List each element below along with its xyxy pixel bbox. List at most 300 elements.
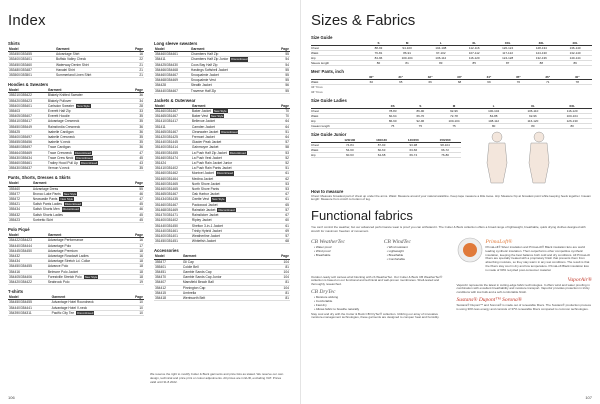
cell-page: 16: [129, 238, 144, 243]
cell-page: 53: [275, 150, 290, 155]
cell-model: 355472: [8, 197, 32, 202]
cell-model: 351440/351445: [154, 140, 191, 145]
size-header: XS: [379, 104, 407, 109]
cell-garment: Chambers Half Zip: [190, 52, 276, 57]
size-cell: 86-90: [379, 118, 407, 123]
table-row: [8, 217, 144, 222]
status-badge: New Style: [84, 274, 98, 279]
table-row: [8, 310, 144, 315]
index-table: [8, 88, 144, 171]
cell-page: 54: [276, 62, 290, 67]
size-cell: 72-78: [434, 113, 474, 118]
fabrics-intro: You can't control the weather, but our advanced performance wear is proof you can withstand it. The Cutter & Buck collection offers a broad range of lightweight, breathable, quick drying clothes designed with stretch for maximum freedom of movement.: [311, 225, 586, 234]
cell-page: 18: [129, 259, 144, 264]
cell-page: 22: [125, 57, 144, 62]
how-to-measure-title: How to measure: [311, 188, 344, 194]
cell-page: 81: [269, 264, 290, 269]
cell-model: 351460/351465: [154, 181, 191, 186]
cell-model: 354415: [154, 290, 182, 295]
col-page: Page: [275, 104, 290, 109]
index-section-title: Polo Piqué: [8, 227, 30, 233]
cell-page: 55: [276, 67, 290, 72]
size-header: 35": [504, 75, 533, 80]
cell-garment: Blakely Pullover: [47, 98, 129, 103]
drytec-features: [311, 296, 450, 312]
cell-garment: Pinnington Cap: [182, 285, 269, 290]
size-header: 3XL: [524, 41, 558, 46]
cell-model: 351465/351467: [154, 114, 191, 119]
index-columns: [8, 37, 290, 316]
size-cell: 117-122: [491, 51, 525, 56]
size-cell: 86-90: [407, 108, 435, 113]
cell-model: 354468/354469: [154, 78, 190, 83]
sustans-text: Sustans® Dupont™ and Sorona® is made out of renewable fibers. The Sustans® production process is using 30% less energy and consists of 37% renewable fibers compared to common technologies.: [456, 302, 591, 311]
cell-model: 354407: [154, 280, 182, 285]
table-row: [154, 295, 290, 300]
cell-page: 70: [275, 114, 290, 119]
size-header: XL: [458, 41, 491, 46]
size-cell: 97-102: [424, 51, 458, 56]
cell-model: 355455/355456: [8, 140, 47, 145]
cell-garment: Advantage Shirt: [55, 52, 125, 57]
cell-page: 17: [129, 243, 144, 248]
cell-page: 36: [129, 145, 144, 150]
size-cell: 54-60: [334, 147, 366, 152]
cell-garment: Trace Cardigan: [47, 145, 129, 150]
cell-garment: Advance Polo: [47, 264, 129, 269]
cell-garment: Snoqualmie Vest: [190, 78, 276, 83]
cell-page: 64: [275, 135, 290, 140]
size-header: M: [434, 104, 474, 109]
size-cell: 74-84: [334, 142, 366, 147]
cell-model: 354450/354455: [8, 264, 47, 269]
status-badge: Discontinued: [229, 150, 246, 155]
drytec-logo: CB DryTec: [311, 288, 336, 295]
cell-page: 10: [127, 305, 144, 310]
cell-garment: Everett Hoodie: [47, 114, 129, 119]
fabric-col-2: [384, 237, 451, 274]
cell-garment: Salish Shorts Ladies: [32, 212, 126, 217]
cell-garment: Advantage Hotel Roundneck: [51, 300, 127, 305]
vaporair-logo: VaporAir®: [567, 276, 592, 283]
cell-page: 28: [129, 103, 144, 108]
cell-model: 354432: [8, 253, 47, 258]
size-cell: 104-108: [424, 46, 458, 51]
cell-garment: Hanalei Shirt: [55, 67, 125, 72]
col-garment: Garment: [32, 181, 126, 186]
status-badge: New Style: [210, 114, 224, 119]
size-cell: 75: [434, 123, 474, 128]
index-section-title: Hoodies & Sweaters: [8, 82, 49, 88]
cell-garment: Hastings Softshell Jacket: [190, 67, 276, 72]
size-cell: 60: [357, 80, 386, 85]
size-header: 150/160: [429, 138, 461, 143]
cell-model: 354470: [154, 275, 182, 280]
cell-page: 81: [269, 290, 290, 295]
cell-garment: Salish Pants Ladies Discontinued: [32, 202, 126, 207]
table-row: [154, 239, 290, 244]
cell-garment: Summerland Linen Shirt: [55, 73, 125, 78]
cell-garment: Ozette Vest New Style: [191, 197, 275, 202]
cell-garment: Isabelle Crewneck: [47, 135, 129, 140]
cell-page: 36: [129, 129, 144, 134]
size-guide-title: Size Guide: [311, 35, 333, 40]
cell-page: 51: [275, 129, 290, 134]
size-cell: 140-144: [558, 56, 592, 61]
cell-model: 354440/354444: [8, 243, 47, 248]
cell-garment: Sorbetto Skirt: [32, 217, 126, 222]
cell-model: 355460/355461: [8, 161, 47, 166]
cell-page: 64: [275, 124, 290, 129]
cell-page: 46: [126, 191, 144, 196]
cell-page: 62: [275, 176, 290, 181]
size-header: L: [474, 104, 514, 109]
cell-page: 64: [275, 119, 290, 124]
size-cell: 86-91: [390, 51, 424, 56]
cell-garment: Camden Jacket: [191, 124, 275, 129]
size-cell: 65: [386, 80, 415, 85]
index-column-left: [8, 37, 144, 316]
cell-model: 351470/351471: [154, 213, 191, 218]
size-cell: 108-112: [474, 118, 514, 123]
col-page: Page: [127, 295, 144, 300]
size-cell: Chest: [311, 142, 334, 147]
size-note: 34" fit us: [311, 85, 323, 89]
status-badge: Discontinued: [62, 207, 79, 212]
cell-model: 353450/353455: [8, 52, 55, 57]
fabric-col-3: [457, 237, 592, 274]
size-cell: 69-74: [397, 152, 429, 157]
status-badge: Discontinued: [221, 129, 238, 134]
size-cell: Chest: [311, 108, 379, 113]
cell-model: 355430/355434: [8, 155, 47, 160]
weathertec-features: [311, 246, 378, 258]
size-cell: 76-80: [429, 152, 461, 157]
cell-garment: Everett Half Zip: [47, 109, 129, 114]
size-header: 32": [415, 75, 444, 80]
primaloft-block: [457, 237, 592, 274]
size-cell: 87: [491, 61, 525, 66]
size-cell: 128-134: [524, 46, 558, 51]
size-cell: 75: [407, 123, 435, 128]
cell-model: 355450/355449: [8, 124, 47, 129]
size-guide: [311, 35, 592, 66]
cell-garment: Chambers Half Zip Junior Discontinued: [190, 57, 276, 62]
size-cell: Hip: [311, 152, 334, 157]
index-table: [8, 233, 144, 285]
windtec-text: Outdoor-ready soft canvas wind blocking with cb WeatherTec. Our Cutter & Buck CB WeatherTec® collection is based on our functional and technical and well-proven membranes. Shell-tested and thoroughly researched.: [311, 274, 443, 287]
size-cell: Hip: [311, 56, 367, 61]
cell-page: 56: [276, 83, 290, 88]
size-cell: 116-120: [552, 108, 592, 113]
size-cell: 120-124: [491, 46, 525, 51]
cell-garment: North Shore Jacket: [191, 181, 275, 186]
size-cell: 78-83: [379, 108, 407, 113]
col-model: Model: [8, 295, 51, 300]
cell-page: 46: [126, 207, 144, 212]
size-header: S: [407, 104, 435, 109]
size-cell: 71: [533, 80, 562, 85]
col-garment: Garment: [182, 254, 269, 259]
cell-garment: La Push Half Zip Jacket Discontinued: [191, 150, 275, 155]
size-cell: 60-64: [379, 113, 407, 118]
col-garment: Garment: [47, 233, 129, 238]
cell-page: 55: [126, 186, 144, 191]
feature-item: • Wind resistant: [387, 246, 451, 250]
cell-page: 35: [129, 119, 144, 124]
size-header: XXL: [491, 41, 525, 46]
feature-item: • Fast dry: [314, 304, 450, 308]
cell-garment: Whitefish Jacket: [191, 239, 275, 244]
cell-model: 354460/354461: [154, 52, 190, 57]
index-table: [8, 181, 144, 223]
cell-page: 58: [275, 145, 290, 150]
col-garment: Garment: [191, 104, 275, 109]
cell-model: 351460/351474: [154, 155, 191, 160]
cell-garment: Advantage Performance: [47, 238, 129, 243]
cell-page: 35: [129, 114, 144, 119]
col-garment: Garment: [55, 47, 125, 52]
cell-model: 354420/354422: [8, 279, 47, 284]
size-cell: 70: [504, 80, 533, 85]
cell-page: 55: [276, 78, 290, 83]
cell-model: 354405/354406: [8, 274, 47, 279]
cell-model: 351440/351461: [154, 228, 191, 233]
status-badge: New Style: [213, 109, 227, 114]
drytec-text: Stay cool and dry with the Cutter & Buck CB DryTec® collection. Utilizing our array of innovative moisture-management technologies, these garments are designed to conquer heat and humidity.: [311, 311, 440, 320]
size-cell: 68: [445, 80, 474, 85]
table-row: [154, 88, 290, 93]
cell-model: 355432: [8, 212, 32, 217]
status-badge: Discontinued: [64, 202, 82, 207]
size-table: [311, 75, 592, 85]
index-table: [154, 104, 290, 244]
size-cell: Waist: [311, 113, 379, 118]
cell-page: 36: [129, 93, 144, 98]
size-cell: 132-136: [524, 56, 558, 61]
size-cell: 106-112: [424, 56, 458, 61]
cell-model: 351460/351464: [154, 176, 191, 181]
cell-page: 16: [125, 52, 144, 57]
size-cell: 92-96: [434, 108, 474, 113]
cell-model: 354412: [154, 285, 182, 290]
size-cell: 94-100: [390, 46, 424, 51]
cell-garment: Advantage Hotel V-neck: [51, 305, 127, 310]
cell-model: 351465/351467: [154, 129, 191, 134]
size-guide-title: Size Guide Ladies: [311, 97, 347, 103]
cell-page: 53: [275, 187, 290, 192]
cell-garment: Advantage Crewneck: [47, 119, 129, 124]
page-number-right: 107: [585, 395, 592, 400]
page-number-left: 106: [8, 395, 15, 400]
table-row: [311, 61, 592, 66]
cell-page: 104: [269, 269, 290, 274]
cell-garment: La Push Rain Pants Jacket: [191, 166, 275, 171]
cell-page: 18: [129, 248, 144, 253]
cell-page: 19: [129, 279, 144, 284]
sizes-title: Sizes & Fabrics: [311, 12, 416, 29]
index-table: [154, 47, 290, 94]
size-header: 40": [562, 75, 592, 80]
size-cell: 60-63: [366, 147, 398, 152]
sustans-logo: Sustans® Dupont™ Sorona®: [456, 296, 522, 303]
cell-model: 351420/351425: [154, 135, 191, 140]
cell-model: 353480/353487: [8, 67, 55, 72]
cell-page: 61: [275, 223, 290, 228]
cell-model: 355464/355469: [8, 150, 47, 155]
cell-page: 18: [129, 269, 144, 274]
cell-model: 354422/354423: [8, 238, 47, 243]
cell-model: 354434: [8, 259, 47, 264]
size-cell: 100-104: [434, 118, 474, 123]
size-cell: 75: [379, 123, 407, 128]
index-section-title: Accessories: [154, 248, 179, 254]
fabrics-title: Functional fabrics: [311, 208, 413, 224]
feature-item: • Breathable: [314, 254, 378, 258]
size-header: 4XL: [558, 41, 592, 46]
cell-page: 21: [125, 73, 144, 78]
cell-model: 351400/351402: [154, 218, 191, 223]
size-header: S: [367, 41, 391, 46]
fabric-col-lower-left: [311, 275, 450, 322]
size-cell: 88-93: [367, 46, 391, 51]
status-badge: New Style: [60, 197, 74, 202]
cell-page: 21: [125, 67, 144, 72]
cell-garment: Montvel Jacket Discontinued: [191, 171, 275, 176]
feature-item: • Comfortable: [314, 300, 450, 304]
cell-page: 81: [269, 295, 290, 300]
col-page: Page: [276, 47, 290, 52]
cell-page: 104: [269, 275, 290, 280]
cell-garment: Trinity Hybrid Jacket: [191, 228, 275, 233]
index-column-right: [154, 37, 290, 316]
index-section-title: Jackets & Outerwear: [154, 97, 196, 103]
cell-page: 55: [276, 52, 290, 57]
size-cell: 116-120: [513, 118, 552, 123]
cell-model: 354418: [154, 295, 182, 300]
size-header: 30": [357, 75, 386, 80]
table-row: [8, 73, 144, 78]
size-cell: Sleeve length: [311, 61, 367, 66]
feature-item: • Breathable: [387, 254, 451, 258]
cell-page: 18: [129, 264, 144, 269]
cell-garment: Bellevue Jacket: [191, 119, 275, 124]
size-cell: 100-104: [390, 56, 424, 61]
size-cell: 126-130: [552, 118, 592, 123]
cell-model: 354445/354450: [8, 248, 47, 253]
size-header: M: [390, 41, 424, 46]
size-cell: Waist: [311, 80, 357, 85]
cell-garment: Rainsfair Jacket Discontinued: [191, 207, 275, 212]
col-model: Model: [154, 47, 190, 52]
cell-garment: Isabelle V-neck: [47, 140, 129, 145]
index-footnote: We reserve the right to modify Cutter & Buck garments and price lists as stated. We reserve our own design, technical and price print or colour adjustments. All prices are in EUR, excluding VAT. Prices valid until 31.8.2022.: [150, 372, 284, 384]
cell-page: 54: [276, 57, 290, 62]
col-model: Model: [8, 233, 47, 238]
cell-page: 43: [129, 161, 144, 166]
fabrics-grid: [311, 237, 592, 274]
cell-page: 55: [276, 73, 290, 78]
size-cell: 83: [424, 61, 458, 66]
cell-model: 353450/353460: [8, 62, 55, 67]
index-section-title: Shirts: [8, 41, 20, 46]
cell-page: 10: [127, 300, 144, 305]
cell-garment: Newcastle Pants New Style: [32, 197, 126, 202]
size-cell: 66-70: [407, 113, 435, 118]
index-section-title: T-shirts: [8, 289, 24, 295]
cell-page: 45: [126, 217, 144, 222]
size-cell: 63-66: [397, 147, 429, 152]
cell-page: 33: [129, 109, 144, 114]
cell-page: 45: [129, 155, 144, 160]
cell-garment: Baker Jacket New Style: [191, 109, 275, 114]
cell-page: 34: [129, 98, 144, 103]
cell-page: 68: [275, 239, 290, 244]
cell-page: 57: [275, 140, 290, 145]
size-guides: [311, 35, 592, 185]
primaloft-text: PrimaLoft® Silver insulation and PrimaLoft® Black insulation Eco are world leading synthetic insulation. Their outperforms other competitive synthetic insulation, keeping the best balance both cold and dry conditions. All PrimaLoft fibers are specially treated with a proprietary finish that prevents them from absorbing moisture, so they stay warm in any wet conditions. The result is that the fibers stay cool in dry and low temperature. PrimaLoft Black insulation Eco is made of 60% recycled post-consumer material.: [485, 245, 590, 272]
cell-garment: Wentworth Belt: [182, 295, 269, 300]
cell-garment: Rainslicker Jacket: [191, 213, 275, 218]
fabric-col-1: [311, 237, 378, 274]
size-cell: 93-98: [397, 142, 429, 147]
cell-garment: Bronco Lake Pants New Style: [32, 191, 126, 196]
size-cell: Inseam length: [311, 123, 379, 128]
cell-model: 355480/355497: [8, 145, 47, 150]
cell-model: 354390/354311: [8, 310, 51, 315]
cell-garment: Mansfield Beach Ball: [182, 280, 269, 285]
size-cell: Waist: [311, 51, 367, 56]
size-cell: 80: [552, 123, 592, 128]
cell-model: 354425/354430: [154, 62, 190, 67]
cell-model: 351460/351462: [154, 171, 191, 176]
cell-page: 61: [275, 171, 290, 176]
cell-garment: Weatherline Jacket: [191, 233, 275, 238]
cell-garment: Oak Harbor Jacket: [191, 192, 275, 197]
size-cell: 136-140: [558, 46, 592, 51]
table-row: [8, 166, 144, 171]
col-model: Model: [154, 254, 182, 259]
cell-garment: Waterway Denim Shirt: [55, 62, 125, 67]
cell-model: 355410/355417: [8, 119, 47, 124]
cell-garment: Advantage Rowdavit Ladies: [47, 253, 129, 258]
col-page: Page: [269, 254, 290, 259]
cell-page: 104: [269, 259, 290, 264]
cell-model: 355421: [8, 202, 32, 207]
cell-garment: Gamble Sands Cap Junior: [182, 275, 269, 280]
cell-page: 60: [275, 218, 290, 223]
status-badge: Discontinued: [77, 310, 94, 315]
size-cell: 80: [513, 123, 552, 128]
cell-garment: Gli Cap: [182, 259, 269, 264]
cell-page: 67: [275, 192, 290, 197]
cell-garment: Buffalo Valley Check: [55, 57, 125, 62]
cell-model: 351460/351467: [154, 202, 191, 207]
size-cell: 112-116: [458, 46, 491, 51]
junior-table-wrap: [311, 129, 461, 185]
fabrics-grid-lower: [311, 275, 592, 322]
cell-garment: Medina Jacket: [191, 176, 275, 181]
size-cell: 60-63: [334, 152, 366, 157]
size-cell: 78: [562, 80, 592, 85]
col-page: Page: [129, 233, 144, 238]
cell-model: 354440/354467: [154, 88, 190, 93]
col-garment: Garment: [47, 88, 129, 93]
fabric-col-lower-right: [456, 275, 592, 322]
size-cell: 76-81: [367, 51, 391, 56]
cell-model: 351411: [154, 124, 191, 129]
cell-garment: Fremont Jacket: [191, 135, 275, 140]
